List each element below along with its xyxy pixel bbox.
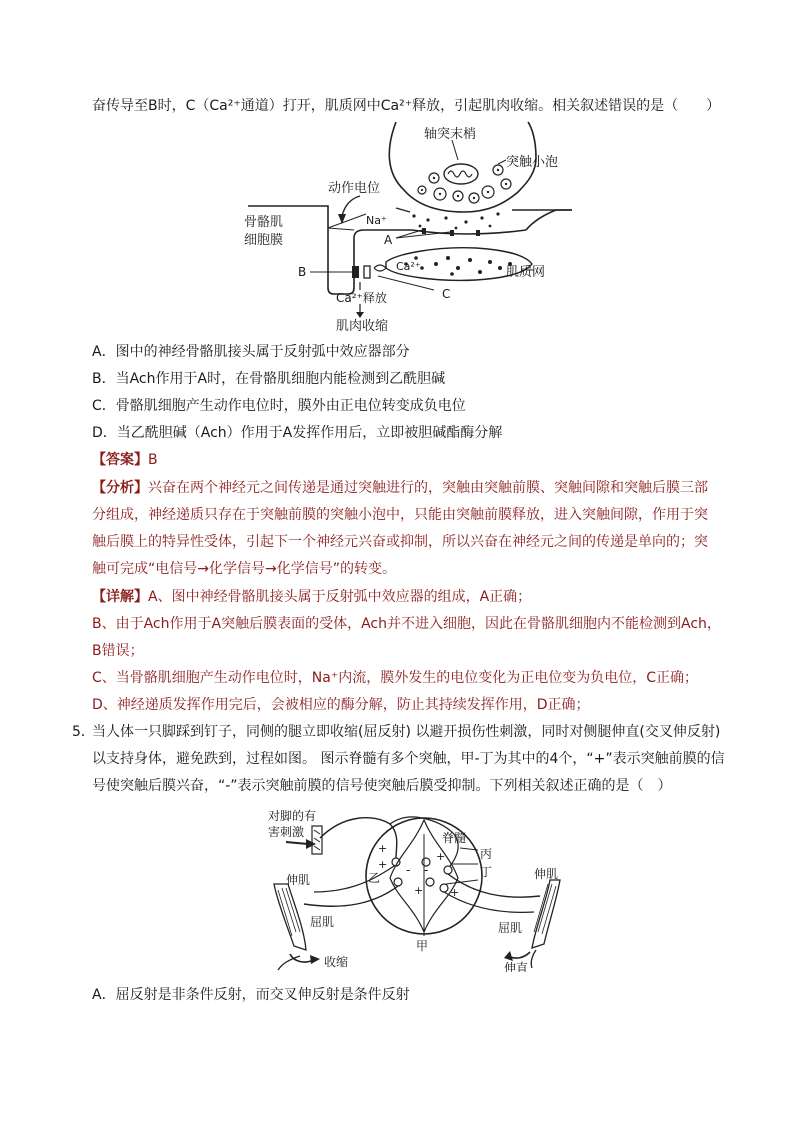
reflex-arc-figure — [264, 804, 584, 972]
analysis-text: 兴奋在两个神经元之间传递是通过突触进行的，突触由突触前膜、突触间隙和突触后膜三部 — [148, 480, 708, 496]
na-label: Na⁺ — [366, 214, 387, 227]
yi-label: 乙 — [368, 871, 381, 885]
spinal-cord-label: 脊髓 — [442, 831, 467, 845]
q5-stem-line-2: 以支持身体，避免跌到，过程如图。 图示脊髓有多个突触，甲-丁为其中的4个，“+”表示突触前膜的信 — [92, 751, 725, 767]
detail-line-4: C、当骨骼肌细胞产生动作电位时，Na⁺内流，膜外发生的电位变化为正电位变为负电位，C正确； — [92, 670, 698, 686]
q4-option-b: B．当Ach作用于A时，在骨骼肌细胞内能检测到乙酰胆碱 — [92, 371, 446, 387]
q5-number: 5． — [72, 724, 95, 740]
flexor-left-label: 屈肌 — [310, 915, 335, 929]
straighten-label: 伸直 — [504, 961, 529, 972]
action-potential-label: 动作电位 — [328, 181, 381, 196]
ding-label: 丁 — [480, 865, 493, 879]
analysis-tag: 【分析】 — [92, 480, 148, 496]
answer-row — [92, 450, 158, 470]
detail-line-2: B、由于Ach作用于A突触后膜表面的受体，Ach并不进入细胞，因此在骨骼肌细胞内不能检测到Ach， — [92, 616, 721, 632]
bing-label: 丙 — [480, 847, 493, 861]
detail-text: A、图中神经骨骼肌接头属于反射弧中效应器的组成，A正确； — [148, 589, 532, 605]
neuromuscular-junction-figure — [236, 118, 576, 336]
answer-tag: 【答案】 — [92, 452, 148, 468]
plus-sign: + — [414, 884, 424, 897]
axon-terminal-label: 轴突末梢 — [424, 127, 477, 142]
extensor-right-label: 伸肌 — [534, 867, 559, 881]
membrane-label-2: 细胞膜 — [244, 233, 284, 248]
extensor-left-label: 伸肌 — [286, 873, 311, 887]
detail-line-5: D、神经递质发挥作用完后，会被相应的酶分解，防止其持续发挥作用，D正确； — [92, 697, 590, 713]
label-b: B — [298, 265, 307, 279]
stimulus-label-2: 害刺激 — [268, 825, 305, 839]
analysis-line-1 — [92, 478, 708, 498]
q4-stem-tail: 奋传导至B时，C（Ca²⁺通道）打开，肌质网中Ca²⁺释放，引起肌肉收缩。相关叙述错误的是（ ） — [92, 98, 721, 114]
plus-sign: + — [378, 842, 388, 855]
detail-tag: 【详解】 — [92, 589, 148, 605]
contract-label: 收缩 — [324, 955, 349, 969]
stimulus-label-1: 对脚的有 — [268, 809, 317, 823]
detail-line-1 — [92, 587, 531, 607]
membrane-label-1: 骨骼肌 — [244, 215, 284, 230]
vesicle-label: 突触小泡 — [506, 155, 559, 170]
answer-value: B — [148, 452, 158, 468]
plus-sign: + — [450, 886, 460, 899]
q4-option-a: A．图中的神经骨骼肌接头属于反射弧中效应器部分 — [92, 344, 410, 360]
label-c: C — [442, 287, 451, 301]
detail-line-3: B错误； — [92, 643, 144, 659]
q5-option-a: A．屈反射是非条件反射，而交叉伸反射是条件反射 — [92, 987, 410, 1003]
jia-label: 甲 — [416, 939, 429, 953]
q4-option-c: C．骨骼肌细胞产生动作电位时，膜外由正电位转变成负电位 — [92, 398, 466, 414]
label-a: A — [384, 233, 393, 247]
q5-stem-line-3: 号使突触后膜兴奋，“-”表示突触前膜的信号使突触后膜受抑制。下列相关叙述正确的是（ ） — [92, 778, 672, 794]
flexor-right-label: 屈肌 — [498, 921, 523, 935]
muscle-contraction-label: 肌肉收缩 — [336, 319, 389, 334]
analysis-line-4: 触可完成“电信号→化学信号→化学信号”的转变。 — [92, 561, 396, 577]
analysis-line-2: 分组成，神经递质只存在于突触前膜的突触小泡中，只能由突触前膜释放，进入突触间隙，作用于突 — [92, 507, 708, 523]
minus-sign: - — [424, 863, 429, 877]
minus-sign: - — [406, 863, 411, 877]
q4-option-d: D．当乙酰胆碱（Ach）作用于A发挥作用后，立即被胆碱酯酶分解 — [92, 425, 503, 441]
plus-sign: + — [436, 850, 446, 863]
sarcoplasmic-reticulum-label: 肌质网 — [506, 265, 546, 280]
analysis-line-3: 触后膜上的特异性受体，引起下一个神经元兴奋或抑制，所以兴奋在神经元之间的传递是单向的；突 — [92, 534, 708, 550]
ca-inside-label: Ca²⁺ — [396, 260, 421, 273]
plus-sign: + — [378, 858, 388, 871]
q5-stem-line-1: 当人体一只脚踩到钉子，同侧的腿立即收缩(屈反射) 以避开损伤性刺激，同时对侧腿伸直(交叉伸反射) — [92, 724, 721, 740]
ca-release-label: Ca²⁺释放 — [336, 291, 387, 305]
